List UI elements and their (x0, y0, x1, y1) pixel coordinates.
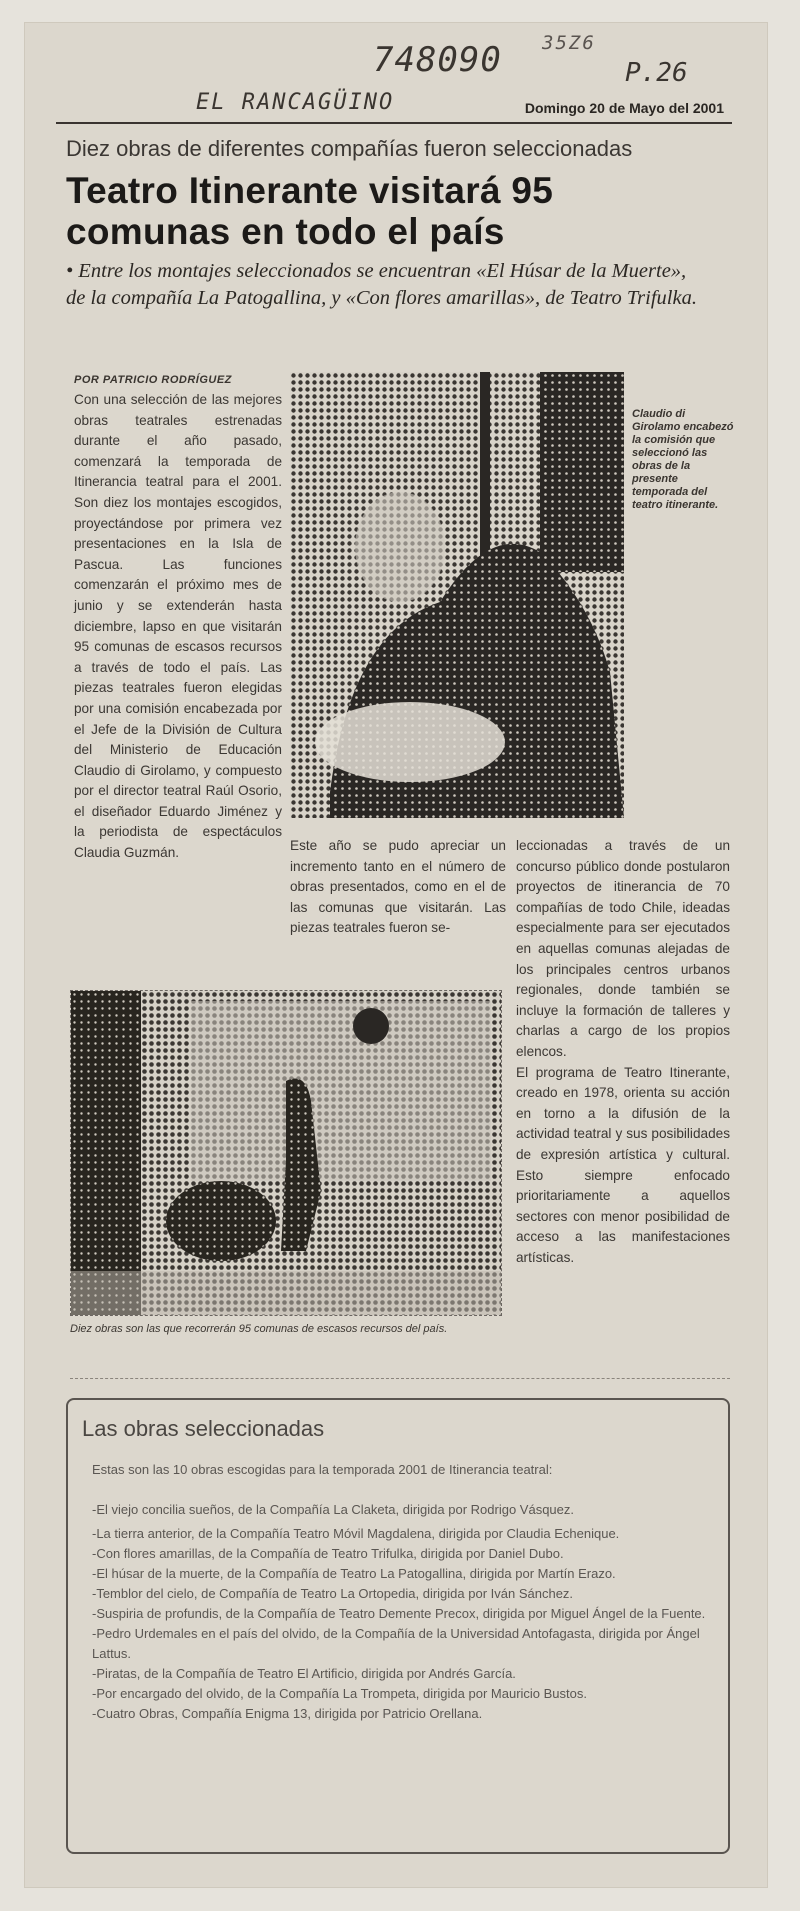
list-item: -Pedro Urdemales en el país del olvido, de la Compañía de la Universidad Antofagasta, dirigida por Ángel Lattus. (92, 1626, 700, 1661)
photo-caption-1: Claudio di Girolamo encabezó la comisión que seleccionó las obras de la presente temporada del teatro itinerante. (632, 408, 734, 511)
photo-caption-2: Diez obras son las que recorrerán 95 comunas de escasos recursos del país. (70, 1323, 448, 1335)
handwritten-code: 35Z6 (542, 32, 596, 54)
handwritten-archive-number: 748090 (373, 40, 502, 80)
photo-theatre-performance (70, 990, 502, 1316)
article-column-1: Con una selección de las mejores obras teatrales estrenadas durante el año pasado, comenzará la temporada de Itinerancia teatral para el 2001. Son diez los montajes escogidos, proyectándose por primera vez presentaciones en la Isla de Pascua. Las funciones comenzarán el próximo mes de junio y se extenderán hasta diciembre, lapso en que visitarán 95 comunas de escasos recursos a través de todo el país. Las piezas teatrales fueron elegidas por una comisión encabezada por el Jefe de la División de Cultura del Ministerio de Educación Claudio di Girolamo, y compuesto por el director teatral Raúl Osorio, el diseñador Eduardo Jiménez y la periodista de espectáculos Claudia Guzmán. (74, 392, 282, 861)
handwritten-newspaper-name: EL RANCAGÜINO (196, 90, 395, 115)
kicker: Diez obras de diferentes compañías fueron seleccionadas (66, 136, 633, 161)
article-column-3-para-2: El programa de Teatro Itinerante, creado en 1978, orienta su acción en torno a la difusión de la actividad teatral y sus posibilidades de expresión artística y cultural. Esto siempre enfocado prioritariamente a aquellos sectores con menor posibilidad de acceso a las manifestaciones artísticas. (516, 1064, 730, 1265)
selected-works-list (92, 1500, 726, 1724)
list-item: -Cuatro Obras, Compañía Enigma 13, dirigida por Patricio Orellana. (92, 1706, 483, 1721)
dateline: Domingo 20 de Mayo del 2001 (524, 100, 724, 116)
byline: POR PATRICIO RODRÍGUEZ (74, 374, 232, 386)
masthead (56, 90, 732, 124)
list-item: -Temblor del cielo, de Compañía de Teatro La Ortopedia, dirigida por Iván Sánchez. (92, 1586, 574, 1601)
article-column-2: Este año se pudo apreciar un incremento tanto en el número de obras presentados, como en el de las comunas que visitarán. Las piezas teatrales fueron se- (290, 838, 506, 936)
article-column-3-para-1: leccionadas a través de un concurso público donde postularon proyectos de itinerancia de 70 compañías de todo Chile, ideadas especialmente para ser ejecutados en aquellas comunas alejadas de los principales centros urbanos regionales, donde también se incluye la formación de talleres y charlas a cargo de los propios elencos. (516, 838, 730, 1059)
sidebar-intro: Estas son las 10 obras escogidas para la temporada 2001 de Itinerancia teatral: (92, 1462, 553, 1477)
handwritten-page-number: P.26 (625, 58, 688, 88)
list-item: -La tierra anterior, de la Compañía Teatro Móvil Magdalena, dirigida por Claudia Echenique. (92, 1526, 620, 1541)
headline: Teatro Itinerante visitará 95 comunas en todo el país (66, 170, 554, 252)
article-column-3 (516, 836, 730, 1268)
list-item: -El húsar de la muerte, de la Compañía de Teatro La Patogallina, dirigida por Martín Erazo. (92, 1566, 616, 1581)
list-item: -Piratas, de la Compañía de Teatro El Artificio, dirigida por Andrés García. (92, 1666, 516, 1681)
sidebar-title: Las obras seleccionadas (82, 1416, 325, 1441)
list-item: -Por encargado del olvido, de la Compañía La Trompeta, dirigida por Mauricio Bustos. (92, 1686, 587, 1701)
deck: • Entre los montajes seleccionados se encuentran «El Húsar de la Muerte», de la compañía La Patogallina, y «Con flores amarillas», de Teatro Trifulka. (66, 260, 697, 309)
section-divider (70, 1378, 730, 1379)
list-item: -Con flores amarillas, de la Compañía de Teatro Trifulka, dirigida por Daniel Dubo. (92, 1546, 564, 1561)
list-item: -Suspiria de profundis, de la Compañía de Teatro Demente Precox, dirigida por Miguel Ángel de la Fuente. (92, 1606, 706, 1621)
photo-claudio-di-girolamo (290, 372, 624, 818)
list-item: -El viejo concilia sueños, de la Compañía La Claketa, dirigida por Rodrigo Vásquez. (92, 1502, 574, 1517)
